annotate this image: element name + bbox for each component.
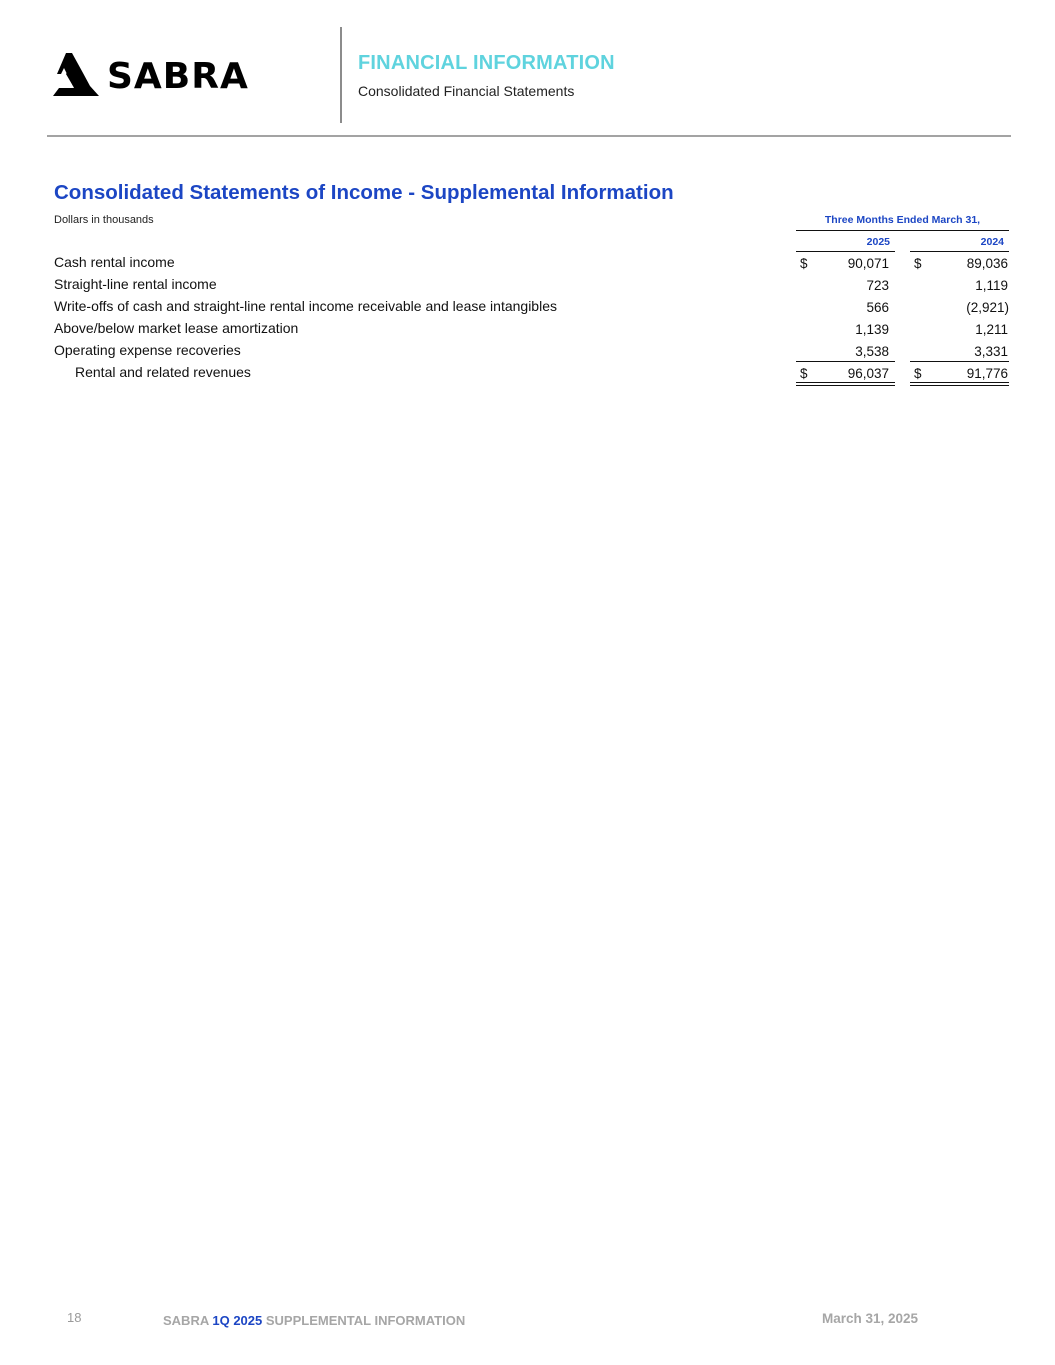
value-2025: 1,139 xyxy=(855,322,889,337)
period-rule xyxy=(796,230,1009,231)
table-row xyxy=(54,276,1009,298)
row-label: Above/below market lease amortization xyxy=(54,320,299,336)
section-title: FINANCIAL INFORMATION xyxy=(358,52,615,74)
footer-document-title xyxy=(163,1313,465,1328)
section-subtitle: Consolidated Financial Statements xyxy=(358,83,575,99)
year-2025-rule xyxy=(796,251,895,252)
row-label: Rental and related revenues xyxy=(75,364,251,380)
table-row xyxy=(54,298,1009,320)
currency-symbol: $ xyxy=(914,256,922,271)
header-rule xyxy=(47,135,1011,137)
currency-symbol: $ xyxy=(914,366,922,381)
row-label: Operating expense recoveries xyxy=(54,342,241,358)
header-divider xyxy=(340,27,342,123)
table-row xyxy=(54,254,1009,276)
sabra-logo-wordmark: SABRA xyxy=(107,56,249,97)
value-2025: 3,538 xyxy=(855,344,889,359)
page-number: 18 xyxy=(67,1310,82,1325)
value-2024: 89,036 xyxy=(966,256,1008,271)
total-double-rule-2025 xyxy=(796,382,895,383)
value-2024: (2,921) xyxy=(966,300,1009,315)
total-double-rule-2024 xyxy=(910,385,1009,386)
table-row xyxy=(54,320,1009,342)
value-2025: 96,037 xyxy=(847,366,889,381)
row-label: Straight-line rental income xyxy=(54,276,217,292)
currency-symbol: $ xyxy=(800,366,808,381)
row-label: Cash rental income xyxy=(54,254,175,270)
value-2025: 566 xyxy=(866,300,889,315)
total-double-rule-2025 xyxy=(796,385,895,386)
value-2025: 723 xyxy=(866,278,889,293)
total-double-rule-2024 xyxy=(910,382,1009,383)
value-2024: 3,331 xyxy=(974,344,1008,359)
year-2024-rule xyxy=(910,251,1009,252)
footer-doc-suffix: SUPPLEMENTAL INFORMATION xyxy=(265,1313,466,1328)
footer-date: March 31, 2025 xyxy=(822,1311,919,1326)
currency-symbol: $ xyxy=(800,256,808,271)
value-2024: 1,211 xyxy=(975,322,1008,337)
value-2025: 90,071 xyxy=(847,256,889,271)
units-note: Dollars in thousands xyxy=(54,214,154,226)
subtotal-rule-2024 xyxy=(910,361,1009,362)
footer-doc-highlight: 1Q 2025 xyxy=(212,1313,263,1328)
year-2025-header: 2025 xyxy=(866,236,890,248)
subtotal-rule-2025 xyxy=(796,361,895,362)
sabra-logo-mark xyxy=(53,53,99,96)
report-title: Consolidated Statements of Income - Supplemental Information xyxy=(54,181,674,204)
footer-doc-prefix: SABRA xyxy=(163,1313,209,1328)
value-2024: 91,776 xyxy=(966,366,1008,381)
year-2024-header: 2024 xyxy=(980,236,1004,248)
value-2024: 1,119 xyxy=(975,278,1008,293)
period-header: Three Months Ended March 31, xyxy=(824,214,981,226)
sabra-logo xyxy=(52,50,297,100)
row-label: Write-offs of cash and straight-line rental income receivable and lease intangibles xyxy=(54,298,557,314)
